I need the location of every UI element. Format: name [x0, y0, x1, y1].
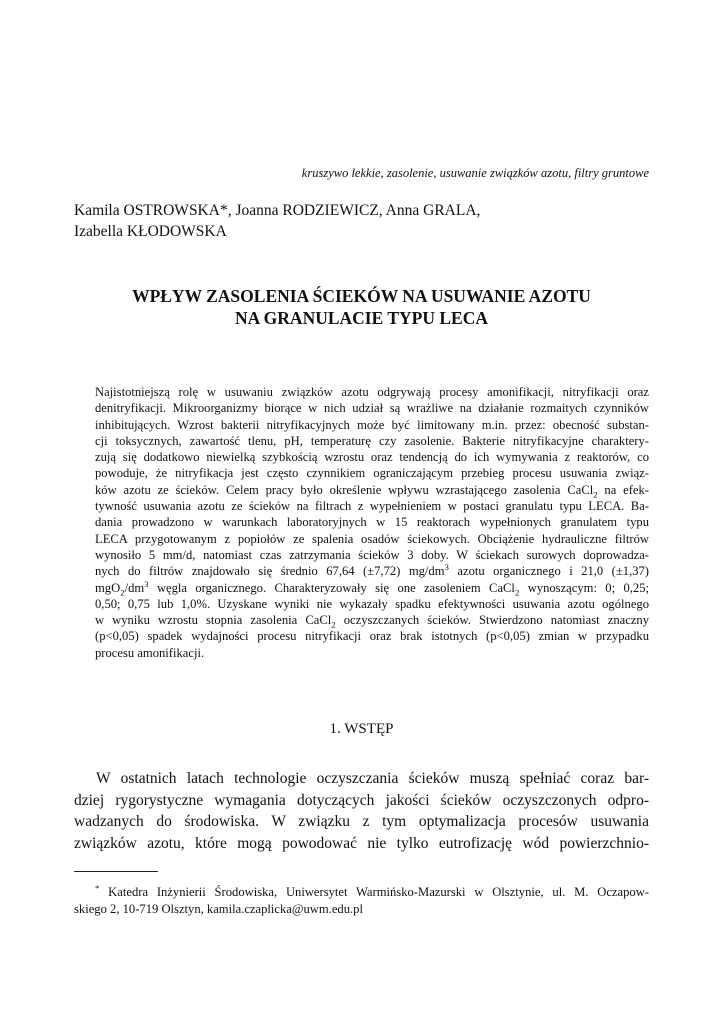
body-line: wadzanych do środowiska. W związku z tym optymalizacja procesów usuwania	[74, 813, 649, 831]
abstract-line: ków azotu ze ścieków. Celem pracy było określenie wpływu wzrastającego zasolenia CaCl$_2$ na efek-	[95, 482, 649, 500]
body-line: W ostatnich latach technologie oczyszczania ścieków muszą spełniać coraz bar-	[96, 770, 649, 787]
abstract-line: procesu amonifikacji.	[95, 645, 205, 660]
abstract-line: inhibitujących. Wzrost bakterii nitryfikacyjnych może być limitowany m.in. przez: obecność substan-	[95, 417, 649, 432]
footnote	[74, 884, 649, 918]
title-line: WPŁYW ZASOLENIA ŚCIEKÓW NA USUWANIE AZOTU	[132, 286, 591, 306]
body-line: dziej rygorystyczne wymagania dotyczących jakości ścieków oczyszczonych odpro-	[74, 791, 649, 809]
abstract-line: denitryfikacji. Mikroorganizmy biorące w nich udział są wrażliwe na działanie rozmaitych czynników	[95, 401, 649, 416]
abstract-line: nych do filtrów znajdowało się średnio 67,64 (±7,72) $mg/dm^3$ azotu organicznego i 21,0 (±1,37)	[95, 562, 650, 579]
authors-line: Kamila OSTROWSKA*, Joanna RODZIEWICZ, Anna GRALA,	[74, 202, 481, 219]
abstract-line: (p<0,05) spadek wydajności procesu nitryfikacji oraz brak istotnych (p<0,05) zmian w przypadku	[95, 629, 649, 644]
section-heading: 1. WSTĘP	[329, 721, 394, 737]
abstract-line: $mgO_2/dm^3$ węgla organicznego. Charakteryzowały się one zasoleniem CaCl$_2$ wynoszącym: 0; 0,25;	[95, 578, 649, 598]
abstract-line: LECA przygotowanym z popiołów ze spalenia osadów ściekowych. Obciążenie hydrauliczne filtrów	[95, 531, 649, 546]
abstract-line: zują się dodatkowo niewielką szybkością wzrostu oraz tendencją do ich wymywania z reaktorów, co	[95, 450, 649, 465]
abstract-line: 0,50; 0,75 lub 1,0%. Uzyskane wyniki nie wykazały spadku efektywności usuwania azotu ogólnego	[95, 596, 649, 611]
abstract-line: wynosiło 5 mm/d, natomiast czas zatrzymania ścieków 3 doby. W ściekach surowych doprowadza-	[95, 547, 649, 562]
abstract-line: dania prowadzono w warunkach laboratoryjnych w 15 reaktorach wypełnionych granulatem typu	[95, 515, 649, 530]
abstract	[95, 384, 649, 661]
title-line: NA GRANULACIE TYPU LECA	[235, 308, 488, 328]
abstract-line: powoduje, że nitryfikacja jest często czynnikiem ograniczającym przebieg procesu usuwania związ-	[95, 466, 649, 481]
footnote-line: skiego 2, 10-719 Olsztyn, kamila.czaplicka@uwm.edu.pl	[74, 902, 363, 916]
abstract-line: cji toksycznych, zawartość tlenu, pH, temperaturę czy zasolenie. Bakterie nitryfikacyjne charaktery-	[95, 433, 649, 448]
abstract-line: Najistotniejszą rolę w usuwaniu związków azotu odgrywają procesy amonifikacji, nitryfikacji oraz	[95, 385, 649, 399]
abstract-line: w wyniku wzrostu stopnia zasolenia CaCl$_2$ oczyszczanych ścieków. Stwierdzono natomiast znaczny	[95, 613, 649, 630]
footnote-marker: *	[95, 882, 100, 893]
keywords: kruszywo lekkie, zasolenie, usuwanie związków azotu, filtry gruntowe	[301, 166, 649, 180]
footnote-divider	[74, 871, 158, 872]
footnote-line: * Katedra Inżynierii Środowiska, Uniwersytet Warmińsko-Mazurski w Olsztynie, ul. M. Oczapow-	[95, 882, 649, 899]
body-line: związków azotu, które mogą powodować nie tylko eutrofizację wód powierzchnio-	[74, 835, 649, 853]
authors-line: Izabella KŁODOWSKA	[74, 223, 227, 240]
paper-title	[74, 285, 649, 329]
abstract-line: tywność usuwania azotu ze ścieków na filtrach z wypełnieniem w postaci granulatu typu LECA. Ba-	[95, 499, 649, 514]
authors	[74, 200, 649, 242]
body-paragraph	[74, 768, 649, 855]
